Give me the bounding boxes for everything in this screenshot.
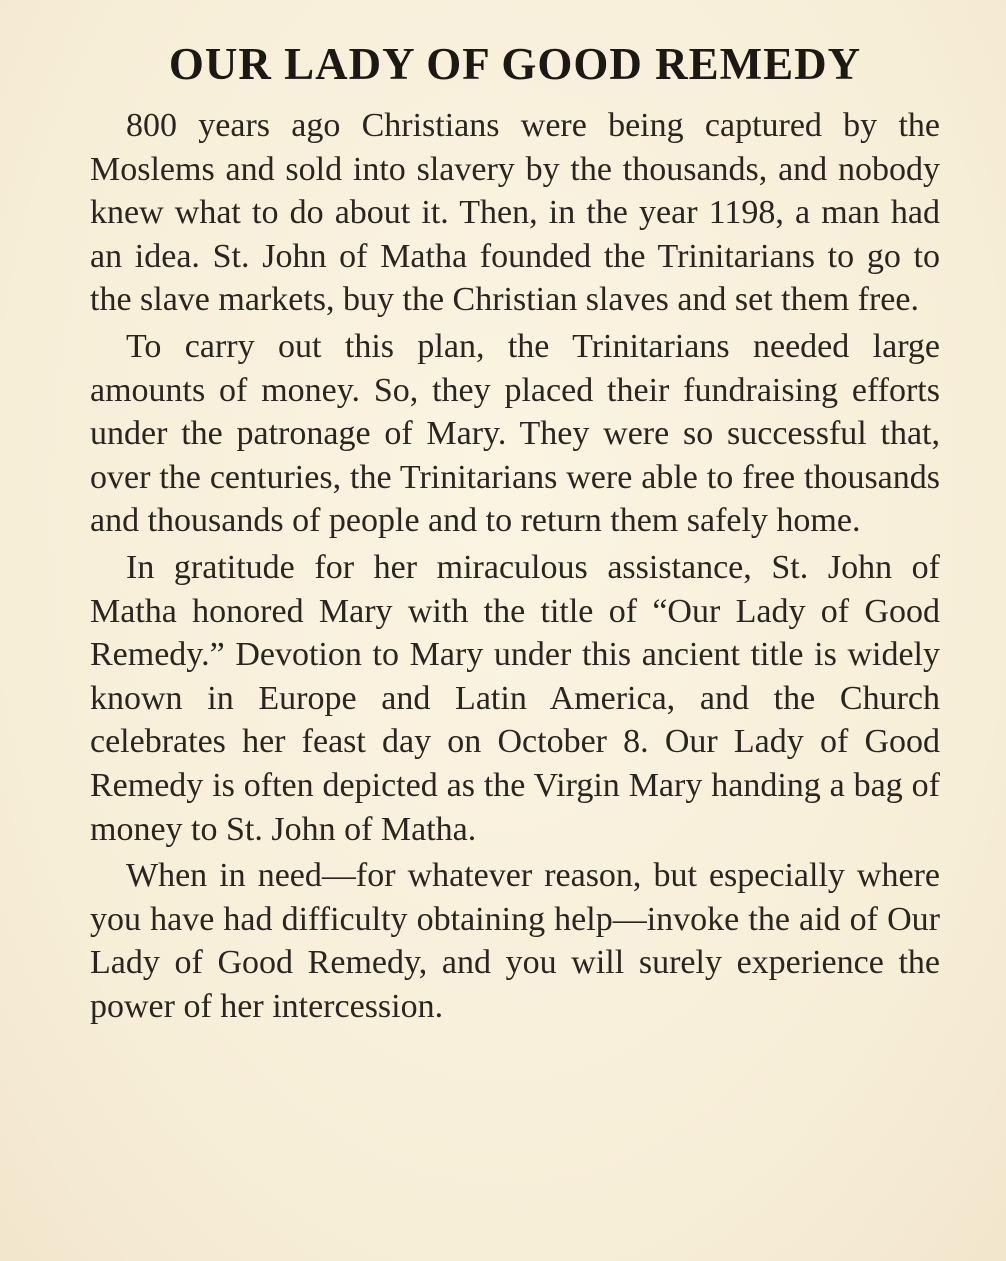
paragraph-4: When in need—for whatever reason, but especially where you have had difficulty obtaining help—invoke the aid of Our Lady of Good Remedy, and you will surely experience the power of her intercession. <box>90 857 940 1025</box>
paragraph-3: In gratitude for her miraculous assistance, St. John of Matha honored Mary with the title of “Our Lady of Good Remedy.” Devotion to Mary under this ancient title is widely known in Europe and Latin America, and the Church celebrates her feast day on October 8. Our Lady of Good Remedy is often depicted as the Virgin Mary handing a bag of money to St. John of Matha. <box>90 548 940 848</box>
paragraph-1: 800 years ago Christians were being captured by the Moslems and sold into slavery by the thousands, and nobody knew what to do about it. Then, in the year 1198, a man had an idea. St. John of Matha founded the Trinitarians to go to the slave markets, buy the Christian slaves and set them free. <box>90 107 940 319</box>
page-title: OUR LADY OF GOOD REMEDY <box>168 39 862 89</box>
paragraph-2: To carry out this plan, the Trinitarians needed large amounts of money. So, they placed their fundraising efforts under the patronage of Mary. They were so successful that, over the centuries, the Trinitarians were able to free thousands and thousands of people and to return them safely home. <box>90 327 940 540</box>
